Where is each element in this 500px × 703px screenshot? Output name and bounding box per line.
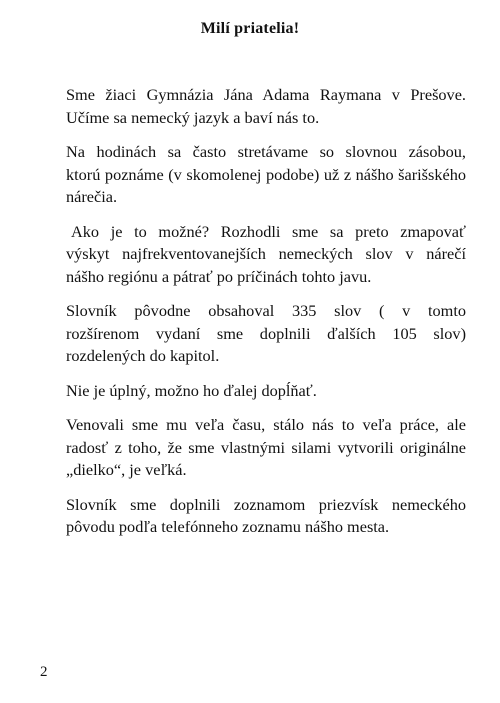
paragraph-4 (66, 300, 466, 368)
paragraph-2 (66, 141, 466, 209)
paragraph-line: ktorú poznáme (v skomolenej podobe) už z nášho šarišského (66, 164, 466, 184)
paragraph-line: pôvodu podľa telefónneho zoznamu nášho mesta. (66, 517, 390, 536)
paragraph-line: Slovník sme doplnili zoznamom priezvísk nemeckého (66, 494, 466, 514)
paragraph-line: Slovník pôvodne obsahoval 335 slov ( v tomto (66, 301, 466, 320)
paragraph-1 (66, 84, 466, 129)
paragraph-line: Ako je to možné? Rozhodli sme sa preto zmapovať (71, 221, 466, 241)
body-text (66, 84, 466, 551)
paragraph-3 (66, 221, 466, 289)
paragraph-line: nášho regiónu a pátrať po príčinách tohto javu. (66, 266, 372, 286)
paragraph-line: Učíme sa nemecký jazyk a baví nás to. (66, 107, 320, 127)
paragraph-line: Na hodinách sa často stretávame so slovnou zásobou, (66, 142, 466, 161)
paragraph-line: nárečia. (66, 187, 118, 206)
paragraph-line: Venovali sme mu veľa času, stálo nás to veľa práce, ale (66, 415, 466, 434)
paragraph-7 (66, 494, 466, 539)
paragraph-5 (66, 380, 466, 403)
paragraph-line: radosť z toho, že sme vlastnými silami vytvorili originálne (66, 437, 466, 457)
paragraph-6 (66, 414, 466, 482)
paragraph-line: výskyt najfrekventovanejších nemeckých slov v nárečí (66, 244, 466, 263)
paragraph-line: rozdelených do kapitol. (66, 346, 220, 365)
paragraph-line: Sme žiaci Gymnázia Jána Adama Raymana v Prešove. (66, 85, 466, 104)
paragraph-line: rozšírenom vydaní sme doplnili ďalších 105 slov) (66, 323, 466, 343)
paragraph-line: „dielko“, je veľká. (66, 460, 187, 479)
page-title: Milí priatelia! (200, 20, 300, 37)
paragraph-line: Nie je úplný, možno ho ďalej dopĺňať. (66, 380, 317, 400)
page-number: 2 (40, 664, 48, 680)
